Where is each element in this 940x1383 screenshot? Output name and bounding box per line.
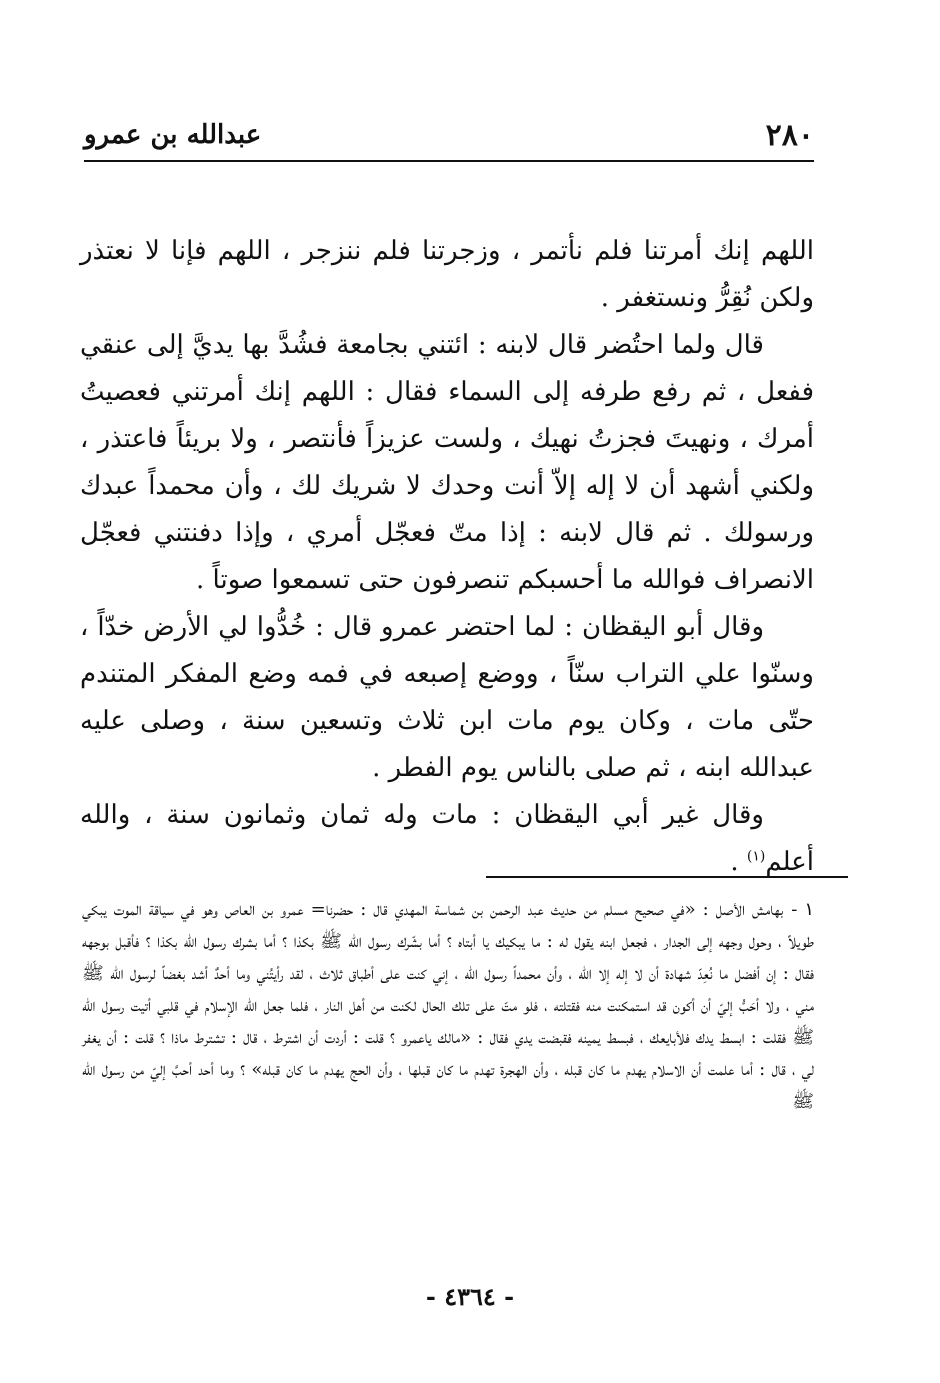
footnotes <box>82 894 814 1118</box>
paragraph: وقال أبو اليقظان : لما احتضر عمرو قال : خُدُّوا لي الأرض خدّاً ، وسنّوا علي التراب سنّاً ، ووضع إصبعه في فمه وضع المفكر المتندم حتّى مات ، وكان يوم مات ابن ثلاث وتسعين سنة ، وصلى عليه عبدالله ابنه ، ثم صلى بالناس يوم الفطر . <box>80 612 814 783</box>
running-title: عبدالله بن عمرو <box>84 120 262 150</box>
paragraph-end: . <box>730 847 747 877</box>
page-header <box>84 112 814 162</box>
footnote-number: ١ - <box>791 899 814 920</box>
paragraph-text: وقال غير أبي اليقظان : مات وله ثمان وثمانون سنة ، والله أعلم <box>80 800 814 877</box>
footnote <box>82 894 814 1118</box>
footnote-text: بهامش الأصل : «في صحيح مسلم من حديث عبد الرحمن بن شماسة المهدي قال : حضرنا= عمرو بن العاص وهو في سياقة الموت يبكي طويلاً ، وحول وجهه إلى الجدار ، فجعل ابنه يقول له : ما يبكيك يا أبتاه ؟ أما بشّرك رسول الله ﷺ بكذا ؟ أما بشرك رسول الله بكذا ؟ فأقبل بوجهه فقال : إن أفضل ما نُعِدّ شهادة أن لا إله إلا الله ، وأن محمداً رسول الله ، إني كنت على أطباق ثلاث ، لقد رأيتُني وما أحدٌ أشد بغضاً لرسول الله ﷺ مني ، ولا أحَبُّ إليّ أن أكون قد استمكنت منه فقتلته ، فلو متّ على تلك الحال لكنت من أهل النار ، فلما جعل الله الإسلام في قلبي أتيت رسول الله ﷺ فقلت : ابسط يدك فلأبايعك ، فبسط يمينه فقبضت يدي فقال : «مالك ياعمرو ؟ قلت : أردت أن اشترط ، قال : تشترط ماذا ؟ قلت : أن يغفر لي ، قال : أما علمت أن الاسلام يهدم ما كان قبله ، وأن الهجرة تهدم ما كان قبلها ، وأن الحج يهدم ما كان قبله» ؟ وما أحد أحبَّ إليّ من رسول الله ﷺ <box>82 899 814 1112</box>
main-text <box>80 228 814 886</box>
paragraph: قال ولما احتُضر قال لابنه : ائتني بجامعة فشُدَّ بها يديَّ إلى عنقي ففعل ، ثم رفع طرفه إلى السماء فقال : اللهم إنك أمرتني فعصيتُ أمرك ، ونهيتَ فجزتُ نهيك ، ولست عزيزاً فأنتصر ، ولا بريئاً فاعتذر ، ولكني أشهد أن لا إله إلاّ أنت وحدك لا شريك لك ، وأن محمداً عبدك ورسولك . ثم قال لابنه : إذا متّ فعجّل أمري ، وإذا دفنتني فعجّل الانصراف فوالله ما أحسبكم تنصرفون حتى تسمعوا صوتاً . <box>80 330 814 595</box>
page-number: ٢٨٠ <box>765 118 814 153</box>
footnote-divider <box>486 876 848 878</box>
paragraph <box>80 792 814 886</box>
paragraph: اللهم إنك أمرتنا فلم نأتمر ، وزجرتنا فلم ننزجر ، اللهم فإنا لا نعتذر ولكن نُقِرُّ ونستغفر . <box>80 236 814 313</box>
page-footer-number: - ٤٣٦٤ - <box>425 1282 515 1311</box>
footnote-reference[interactable]: (١) <box>746 848 766 865</box>
